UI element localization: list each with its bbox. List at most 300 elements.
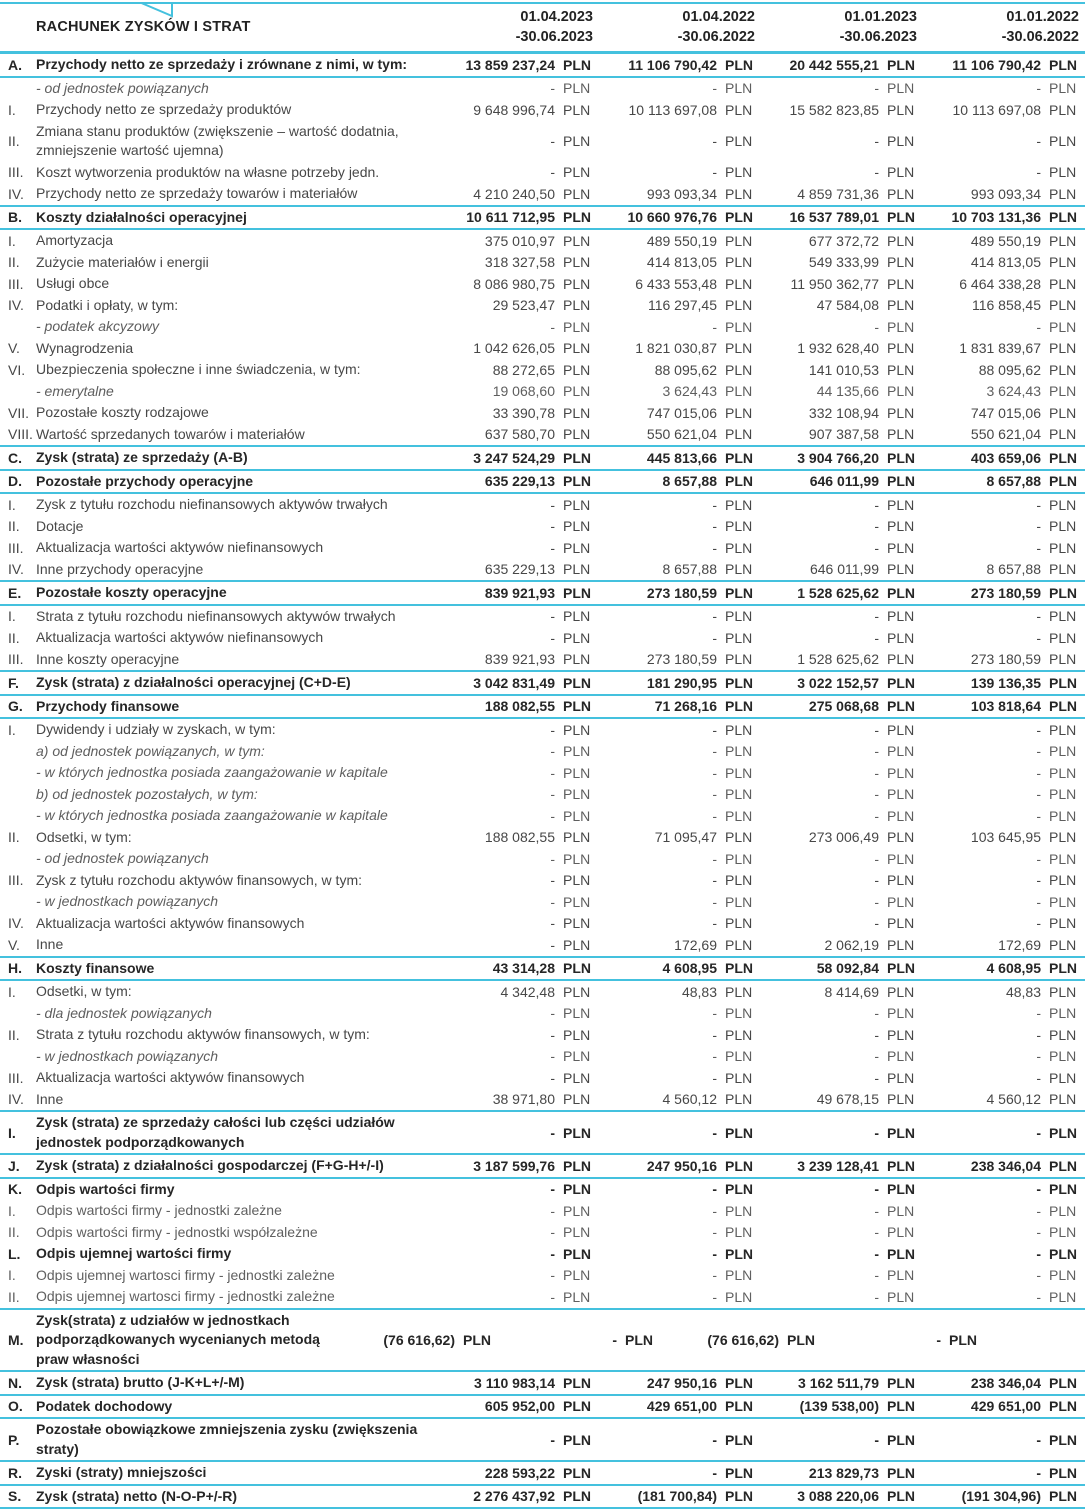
value-currency: PLN [563,209,593,225]
value-amount: 2 276 437,92 [436,1488,555,1504]
value-currency: PLN [563,405,593,421]
value-amount: - [598,1267,717,1283]
value-currency: PLN [563,1224,593,1240]
value-amount: 646 011,99 [760,473,879,489]
value-amount: (191 304,96) [922,1488,1041,1504]
row-number: R. [0,1465,36,1481]
value-currency: PLN [887,698,917,714]
row-number: I. [0,1125,36,1141]
value-currency: PLN [887,450,917,466]
value-currency: PLN [725,1091,755,1107]
value-amount: 273 180,59 [598,651,717,667]
value-currency: PLN [887,1005,917,1021]
value-amount: - [598,1181,717,1197]
value-amount: - [760,1125,879,1141]
value-amount: 4 342,48 [436,984,555,1000]
value-currency: PLN [725,276,755,292]
value-currency: PLN [725,1203,755,1219]
row-number: III. [0,540,36,556]
value-cell [436,960,598,976]
value-cell [598,133,760,149]
value-currency: PLN [725,1465,755,1481]
value-amount: 3 187 599,76 [436,1158,555,1174]
value-currency: PLN [725,1027,755,1043]
value-currency: PLN [887,362,917,378]
value-currency: PLN [563,1375,593,1391]
table-row [0,273,1085,295]
value-cell [436,851,598,867]
value-cell [760,254,922,270]
value-cell [598,80,760,96]
period-start: 01.04.2022 [598,7,755,27]
value-currency: PLN [887,851,917,867]
value-currency: PLN [887,405,917,421]
value-amount: - [760,1432,879,1448]
value-amount: - [922,743,1041,759]
value-cell [436,1027,598,1043]
row-label: Przychody netto ze sprzedaży i zrównane z nimi, w tym: [36,54,436,76]
value-cell [922,630,1084,646]
table-body [0,54,1085,1509]
row-number: I. [0,1203,36,1219]
value-currency: PLN [1049,450,1079,466]
value-amount: - [598,1246,717,1262]
table-row [0,1372,1085,1396]
value-cell [922,1375,1084,1391]
value-cell [760,1398,922,1414]
row-label: - w jednostkach powiązanych [36,1046,436,1068]
value-currency: PLN [725,675,755,691]
value-currency: PLN [725,518,755,534]
period-start: 01.01.2022 [922,7,1079,27]
row-label: Zysk (strata) brutto (J-K+L+/-M) [36,1372,436,1394]
value-amount: - [598,851,717,867]
value-cell [598,608,760,624]
value-amount: - [760,1289,879,1305]
value-currency: PLN [563,133,593,149]
row-label: Podatki i opłaty, w tym: [36,295,436,317]
value-cell [598,297,760,313]
value-cell [922,57,1084,73]
value-currency: PLN [1049,585,1079,601]
value-cell [922,1465,1084,1481]
value-amount: - [760,540,879,556]
value-cell [598,1375,760,1391]
value-cell [922,254,1084,270]
value-amount: 103 818,64 [922,698,1041,714]
value-currency: PLN [563,1158,593,1174]
value-amount: - [922,1289,1041,1305]
value-amount: - [436,722,555,738]
value-cell [922,340,1084,356]
value-amount: - [436,765,555,781]
value-amount: - [436,518,555,534]
value-currency: PLN [725,1267,755,1283]
table-row [0,1200,1085,1222]
value-cell [436,1465,598,1481]
row-label: Odpis wartości firmy - jednostki zależne [36,1200,436,1222]
value-amount: - [598,1465,717,1481]
value-amount: 3 110 983,14 [436,1375,555,1391]
value-amount: 13 859 237,24 [436,57,555,73]
value-cell [436,164,598,180]
value-cell [436,786,598,802]
value-cell [598,276,760,292]
value-currency: PLN [1049,1027,1079,1043]
value-amount: 16 537 789,01 [760,209,879,225]
value-currency: PLN [725,585,755,601]
value-currency: PLN [725,540,755,556]
table-row [0,1462,1085,1486]
value-cell [598,561,760,577]
value-currency: PLN [725,186,755,202]
value-currency: PLN [1049,297,1079,313]
value-amount: - [760,630,879,646]
value-currency: PLN [887,57,917,73]
value-currency: PLN [725,1158,755,1174]
value-amount: - [436,1289,555,1305]
value-currency: PLN [887,186,917,202]
value-amount: 403 659,06 [922,450,1041,466]
value-amount: - [598,1203,717,1219]
value-cell [922,497,1084,513]
value-currency: PLN [725,894,755,910]
value-currency: PLN [887,1203,917,1219]
value-cell [436,722,598,738]
value-amount: 116 297,45 [598,297,717,313]
row-label: Przychody netto ze sprzedaży produktów [36,99,436,121]
value-cell [436,57,598,73]
row-label: Ubezpieczenia społeczne i inne świadczenia, w tym: [36,359,436,381]
value-currency: PLN [563,894,593,910]
row-number: G. [0,698,36,714]
value-currency: PLN [1049,1488,1079,1504]
value-cell [598,1465,760,1481]
value-cell [598,851,760,867]
value-amount: - [922,540,1041,556]
value-currency: PLN [1049,1224,1079,1240]
value-amount: - [436,1181,555,1197]
row-label: Zmiana stanu produktów (zwiększenie – wartość dodatnia, zmniejszenie wartość ujemna) [36,121,436,162]
value-amount: - [922,1125,1041,1141]
value-cell [436,829,598,845]
value-currency: PLN [887,297,917,313]
value-amount: 43 314,28 [436,960,555,976]
value-amount: 1 528 625,62 [760,585,879,601]
value-amount: - [598,872,717,888]
value-amount: (139 538,00) [760,1398,879,1414]
value-cell [598,319,760,335]
value-amount: 839 921,93 [436,585,555,601]
value-currency: PLN [563,1289,593,1305]
value-currency: PLN [1049,473,1079,489]
value-currency: PLN [1049,1125,1079,1141]
value-cell [760,829,922,845]
value-currency: PLN [887,1465,917,1481]
value-amount: - [922,786,1041,802]
value-amount: - [922,872,1041,888]
value-currency: PLN [563,1465,593,1481]
value-cell [760,630,922,646]
value-currency: PLN [887,383,917,399]
table-row [0,537,1085,559]
row-label: a) od jednostek powiązanych, w tym: [36,741,436,763]
row-label: - w których jednostka posiada zaangażowanie w kapitale [36,762,436,784]
row-number: P. [0,1432,36,1448]
value-currency: PLN [1049,937,1079,953]
row-number: I. [0,722,36,738]
table-row [0,99,1085,121]
value-amount: 4 608,95 [598,960,717,976]
row-label: Odpis ujemnej wartosci firmy - jednostki zależne [36,1286,436,1308]
value-cell [598,1091,760,1107]
value-cell [598,1181,760,1197]
value-cell [922,426,1084,442]
value-currency: PLN [1049,57,1079,73]
value-currency: PLN [887,872,917,888]
value-cell [598,786,760,802]
value-amount: 88 095,62 [598,362,717,378]
value-cell [922,1125,1084,1141]
value-currency: PLN [887,1158,917,1174]
value-cell [598,383,760,399]
value-cell [598,872,760,888]
value-cell [760,473,922,489]
row-label: Amortyzacja [36,230,436,252]
table-row [0,1286,1085,1310]
value-currency: PLN [725,1289,755,1305]
value-cell [598,743,760,759]
row-number: I. [0,102,36,118]
value-cell [922,450,1084,466]
value-cell [760,698,922,714]
value-cell [922,786,1084,802]
value-amount: - [436,872,555,888]
value-amount: - [436,164,555,180]
value-cell [598,984,760,1000]
value-cell [760,1181,922,1197]
value-cell [436,102,598,118]
row-label: - emerytalne [36,381,436,403]
value-amount: 247 950,16 [598,1375,717,1391]
row-number: V. [0,937,36,953]
value-cell [436,1246,598,1262]
value-amount: - [436,851,555,867]
row-number: IV. [0,297,36,313]
value-cell [436,1289,598,1305]
value-currency: PLN [563,1005,593,1021]
page-title: RACHUNEK ZYSKÓW I STRAT [0,19,436,35]
value-amount: 414 813,05 [922,254,1041,270]
value-cell [436,608,598,624]
table-row [0,54,1085,78]
value-currency: PLN [1049,915,1079,931]
value-cell [922,608,1084,624]
value-cell [922,540,1084,556]
value-amount: - [922,630,1041,646]
value-currency: PLN [725,630,755,646]
value-currency: PLN [725,362,755,378]
value-currency: PLN [887,473,917,489]
value-cell [436,984,598,1000]
value-currency: PLN [1049,722,1079,738]
value-currency: PLN [563,651,593,667]
value-cell [922,164,1084,180]
table-row [0,1396,1085,1420]
value-cell [598,915,760,931]
value-currency: PLN [887,1224,917,1240]
table-row [0,934,1085,958]
value-amount: - [598,915,717,931]
value-amount: 747 015,06 [922,405,1041,421]
table-row [0,741,1085,763]
value-amount: - [922,319,1041,335]
value-cell [760,209,922,225]
value-currency: PLN [563,1432,593,1448]
value-cell [598,960,760,976]
value-amount: - [436,630,555,646]
value-amount: 88 272,65 [436,362,555,378]
value-cell [436,518,598,534]
value-cell [922,960,1084,976]
value-currency: PLN [563,297,593,313]
value-amount: 11 950 362,77 [760,276,879,292]
value-amount: - [598,1125,717,1141]
value-cell [598,450,760,466]
value-cell [760,383,922,399]
value-cell [760,1488,922,1504]
value-cell [922,1091,1084,1107]
value-amount: 103 645,95 [922,829,1041,845]
value-currency: PLN [1049,362,1079,378]
table-row [0,981,1085,1003]
value-amount: 8 414,69 [760,984,879,1000]
value-amount: 1 042 626,05 [436,340,555,356]
value-amount: - [922,1246,1041,1262]
value-amount: 3 022 152,57 [760,675,879,691]
value-cell [760,319,922,335]
value-cell [498,1332,660,1348]
row-label: Pozostałe koszty rodzajowe [36,402,436,424]
value-cell [760,651,922,667]
value-amount: 993 093,34 [598,186,717,202]
value-currency: PLN [725,1432,755,1448]
row-label: Pozostałe przychody operacyjne [36,471,436,493]
row-label: Zysk z tytułu rozchodu aktywów finansowych, w tym: [36,870,436,892]
value-currency: PLN [1049,743,1079,759]
value-amount: 139 136,35 [922,675,1041,691]
value-currency: PLN [563,57,593,73]
row-number: H. [0,960,36,976]
value-amount: - [822,1332,941,1348]
value-cell [760,808,922,824]
value-cell [760,960,922,976]
value-currency: PLN [725,651,755,667]
value-amount: - [498,1332,617,1348]
value-amount: - [760,1070,879,1086]
table-row [0,762,1085,784]
value-amount: - [760,915,879,931]
value-amount: 71 268,16 [598,698,717,714]
value-amount: 550 621,04 [922,426,1041,442]
value-cell [922,276,1084,292]
value-cell [598,1005,760,1021]
value-currency: PLN [563,276,593,292]
value-amount: - [922,164,1041,180]
value-currency: PLN [563,1488,593,1504]
table-row [0,162,1085,184]
value-cell [922,297,1084,313]
value-cell [598,497,760,513]
value-currency: PLN [887,102,917,118]
value-cell [760,743,922,759]
value-cell [436,362,598,378]
value-amount: - [760,1027,879,1043]
value-currency: PLN [1049,765,1079,781]
value-amount: 677 372,72 [760,233,879,249]
row-number: IV. [0,1091,36,1107]
value-amount: 181 290,95 [598,675,717,691]
value-cell [760,1125,922,1141]
value-currency: PLN [1049,518,1079,534]
value-amount: 273 180,59 [922,651,1041,667]
value-amount: 213 829,73 [760,1465,879,1481]
value-cell [436,1488,598,1504]
value-currency: PLN [1049,319,1079,335]
value-amount: - [760,319,879,335]
value-amount: - [922,894,1041,910]
row-label: Wynagrodzenia [36,338,436,360]
value-amount: - [598,1070,717,1086]
row-number: IV. [0,186,36,202]
value-cell [436,937,598,953]
table-row [0,1155,1085,1179]
value-cell [598,426,760,442]
value-amount: - [598,608,717,624]
value-amount: - [436,540,555,556]
value-cell [760,1267,922,1283]
table-row [0,230,1085,252]
row-label: - w których jednostka posiada zaangażowanie w kapitale [36,805,436,827]
value-currency: PLN [563,743,593,759]
value-cell [436,254,598,270]
value-currency: PLN [887,497,917,513]
value-currency: PLN [1049,276,1079,292]
value-currency: PLN [725,1488,755,1504]
value-cell [760,340,922,356]
value-amount: - [760,608,879,624]
value-amount: - [760,1203,879,1219]
value-cell [760,786,922,802]
value-cell [922,383,1084,399]
row-label: Zysk(strata) z udziałów w jednostkach podporządkowanych wycenianych metodą praw własności [36,1310,336,1371]
value-cell [760,540,922,556]
value-cell [598,405,760,421]
value-cell [922,894,1084,910]
value-cell [760,937,922,953]
table-row [0,183,1085,207]
table-row [0,1003,1085,1025]
row-label: Dywidendy i udziały w zyskach, w tym: [36,719,436,741]
value-currency: PLN [887,233,917,249]
value-cell [922,872,1084,888]
table-row [0,1089,1085,1113]
table-row [0,207,1085,231]
row-number: I. [0,984,36,1000]
value-currency: PLN [1049,651,1079,667]
value-currency: PLN [563,585,593,601]
value-amount: 273 180,59 [922,585,1041,601]
